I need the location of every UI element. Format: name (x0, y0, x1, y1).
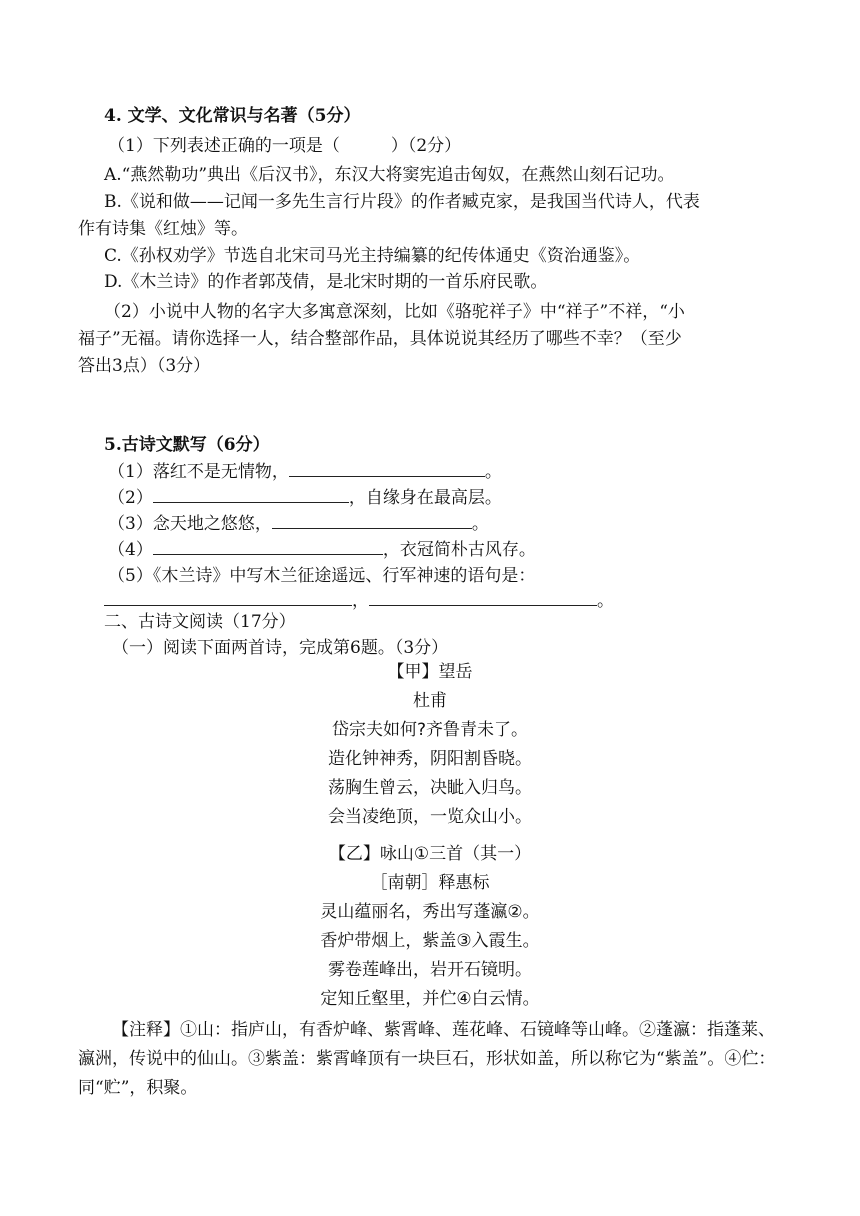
poem-1-title: 【甲】望岳 (387, 662, 473, 682)
poem-2 (0, 840, 860, 1014)
section2-subtitle: （一）阅读下面两首诗，完成第6题。（3分） (112, 638, 449, 658)
q4-option-b-line1: B.《说和做——记闻一多先生言行片段》的作者臧克家，是我国当代诗人，代表 (104, 192, 700, 212)
q4-option-c: C.《孙权劝学》节选自北宋司马光主持编纂的纪传体通史《资治通鉴》。 (104, 246, 641, 266)
q5-item3 (108, 512, 489, 536)
q4-sub2-line2: 福子”无福。请你选择一人，结合整部作品，具体说说其经历了哪些不幸？（至少 (78, 329, 682, 349)
q4-option-a: A.“燕然勒功”典出《后汉书》，东汉大将窦宪追击匈奴，在燕然山刻石记功。 (104, 165, 675, 185)
poem-1-line: 造化钟神秀，阴阳割昏晓。 (328, 749, 532, 769)
poem-2-title: 【乙】咏山①三首（其一） (328, 844, 532, 864)
poem-2-line: 雾卷莲峰出，岩开石镜明。 (328, 960, 532, 980)
poem-1-author: 杜甫 (413, 691, 447, 711)
poem-1-line: 岱宗夫如何?齐鲁青未了。 (331, 720, 529, 740)
section2-title: 二、古诗文阅读（17分） (104, 612, 296, 632)
poem-2-line: 定知丘壑里，并伫④白云情。 (320, 989, 540, 1009)
poem-2-line: 灵山蕴丽名，秀出写蓬瀛②。 (320, 902, 540, 922)
q5-item5: （5）《木兰诗》中写木兰征途遥远、行军神速的语句是： (108, 566, 536, 586)
q4-title: 4. 文学、文化常识与名著（5分） (104, 106, 361, 126)
q5-item2-end: ，自缘身在最高层。 (348, 488, 502, 508)
q5-item2 (108, 486, 502, 510)
q5-answer-blank-5a[interactable] (104, 589, 352, 606)
poem-2-line: 香炉带烟上，紫盖③入霞生。 (320, 931, 540, 951)
q5-item5-comma: ， (352, 591, 369, 611)
q5-item4-end: ，衣冠简朴古风存。 (382, 540, 536, 560)
q5-answer-blank-5b[interactable] (369, 589, 597, 606)
q4-option-d: D.《木兰诗》的作者郭茂倩，是北宋时期的一首乐府民歌。 (104, 272, 548, 292)
q5-item3-end: 。 (471, 514, 489, 534)
poem-1-line: 会当凌绝顶，一览众山小。 (328, 807, 532, 827)
q5-item1 (108, 460, 502, 484)
poem-notes: 【注释】①山：指庐山，有香炉峰、紫霄峰、莲花峰、石镜峰等山峰。②蓬瀛：指蓬莱、瀛洲，传说中的仙山。③紫盖：紫霄峰顶有一块巨石，形状如盖，所以称它为“紫盖”。④伫：同“贮”，积聚。 (78, 1020, 776, 1098)
q5-item1-prompt: （1）落红不是无情物， (108, 462, 289, 482)
poem-1-line: 荡胸生曾云，决眦入归鸟。 (328, 778, 532, 798)
q5-item4 (108, 538, 536, 562)
q5-answer-blank-2[interactable] (153, 486, 349, 503)
poem-1 (0, 658, 860, 832)
q4-option-b-line2: 作有诗集《红烛》等。 (78, 219, 248, 239)
poem-2-author: ［南朝］释惠标 (370, 873, 490, 893)
q5-title: 5.古诗文默写（6分） (104, 435, 270, 455)
q5-answer-blank-1[interactable] (289, 460, 485, 477)
q5-answer-blank-3[interactable] (272, 512, 472, 529)
q4-sub1: （1）下列表述正确的一项是（ ）（2分） (108, 136, 462, 156)
q4-sub2-line3: 答出3点）（3分） (78, 356, 211, 376)
q5-item4-prompt: （4） (108, 540, 153, 560)
q5-item1-end: 。 (484, 462, 502, 482)
q4-sub2-line1: （2）小说中人物的名字大多寓意深刻，比如《骆驼祥子》中“祥子”不祥，“小 (104, 302, 685, 322)
q5-item5-end: 。 (597, 591, 614, 611)
q5-answer-blank-4[interactable] (153, 538, 383, 555)
q5-item2-prompt: （2） (108, 488, 153, 508)
q5-item3-prompt: （3）念天地之悠悠， (108, 514, 272, 534)
